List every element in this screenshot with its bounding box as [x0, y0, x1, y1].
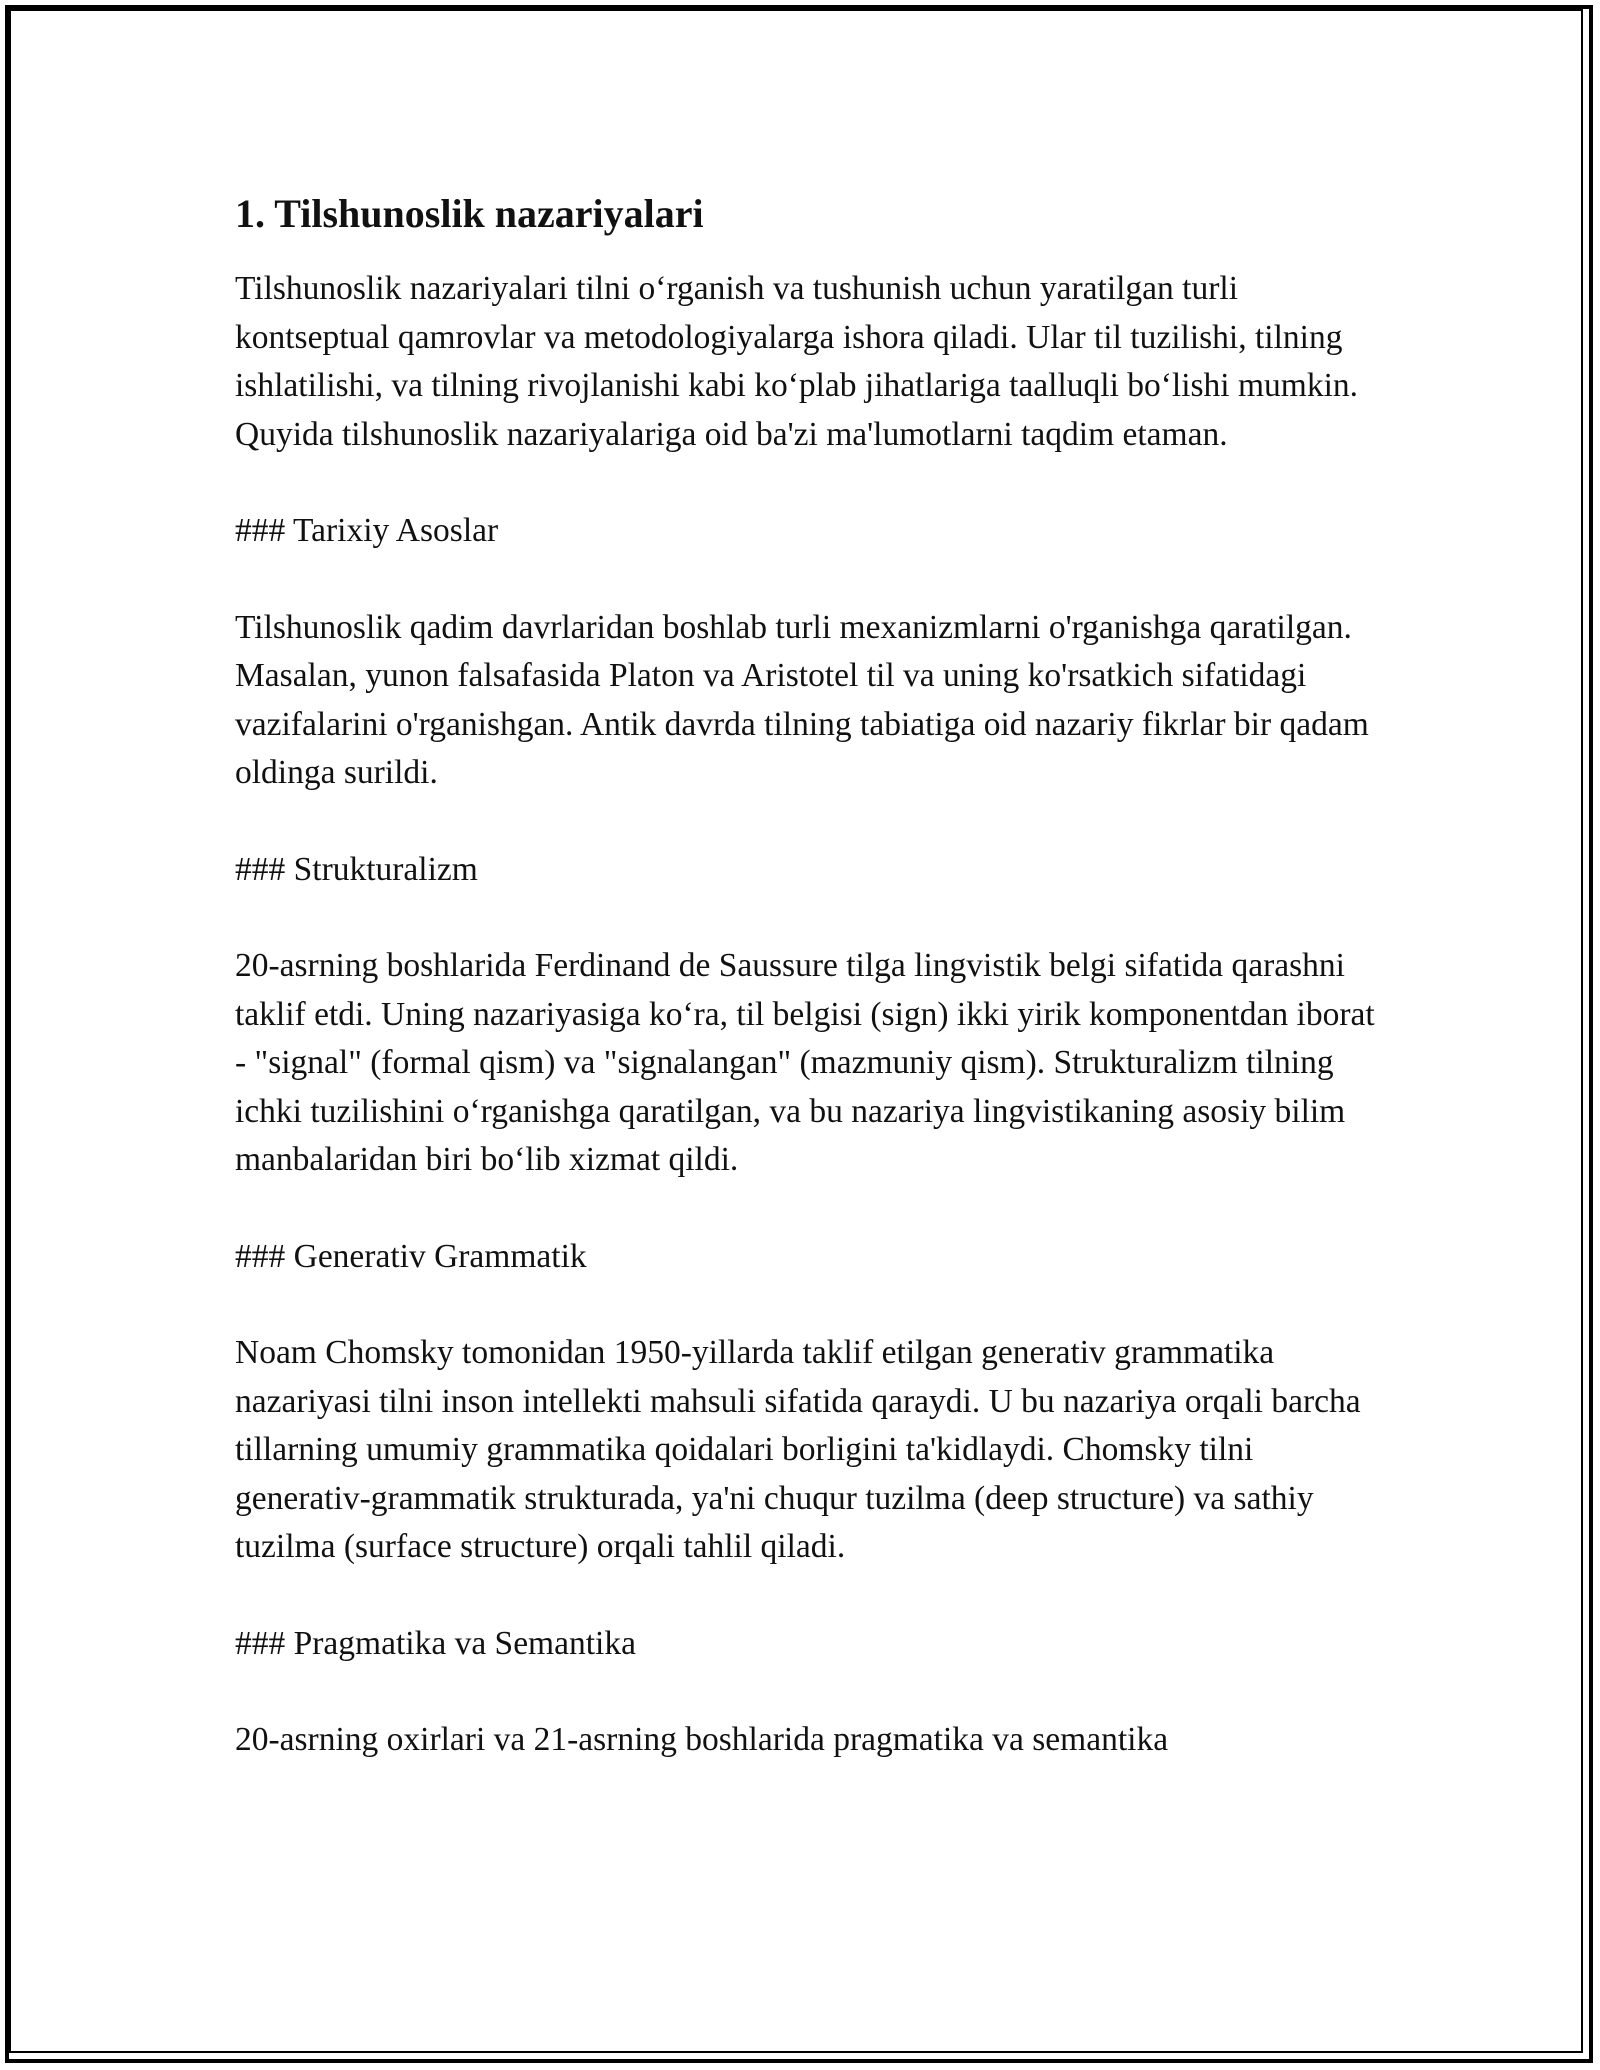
section-paragraph-strukturalizm: 20-asrning boshlarida Ferdinand de Saussure tilga lingvistik belgi sifatida qarashni taklif etdi. Uning nazariyasiga ko‘ra, til belgisi (sign) ikki yirik komponentdan iborat - "signal" (formal qism) va "signalangan" (mazmuniy qism). Strukturalizm tilning ichki tuzilishini o‘rganishga qaratilgan, va bu nazariya lingvistikaning asosiy bilim manbalaridan biri bo‘lib xizmat qildi.: [235, 947, 1375, 1178]
section-heading-pragmatika-va-semantika: ### Pragmatika va Semantika: [235, 1624, 636, 1662]
section-heading-strukturalizm: ### Strukturalizm: [235, 850, 478, 888]
section-paragraph-tarixiy-asoslar: Tilshunoslik qadim davrlaridan boshlab turli mexanizmlarni o'rganishga qaratilgan. Masalan, yunon falsafasida Platon va Aristotel til va uning ko'rsatkich sifatidagi vazifalarini o'rganishgan. Antik davrda tilning tabiatiga oid nazariy fikrlar bir qadam oldinga surildi.: [235, 608, 1369, 791]
section-paragraph-pragmatika-va-semantika: 20-asrning oxirlari va 21-asrning boshlarida pragmatika va semantika: [235, 1721, 1169, 1758]
document-body: [235, 183, 1385, 1765]
section-paragraph-generativ-grammatik: Noam Chomsky tomonidan 1950-yillarda taklif etilgan generativ grammatika nazariyasi tilni inson intellekti mahsuli sifatida qaraydi. U bu nazariya orqali barcha tillarning umumiy grammatika qoidalari borligini ta'kidlaydi. Chomsky tilni generativ-grammatik strukturada, ya'ni chuqur tuzilma (deep structure) va sathiy tuzilma (surface structure) orqali tahlil qiladi.: [235, 1334, 1361, 1565]
section-heading-tarixiy-asoslar: ### Tarixiy Asoslar: [235, 512, 499, 549]
intro-paragraph: Tilshunoslik nazariyalari tilni o‘rganish va tushunish uchun yaratilgan turli kontseptual qamrovlar va metodologiyalarga ishora qiladi. Ular til tuzilishi, tilning ishlatilishi, va tilning rivojlanishi kabi ko‘plab jihatlariga taalluqli bo‘lishi mumkin. Quyida tilshunoslik nazariyalariga oid ba'zi ma'lumotlarni taqdim etaman.: [235, 270, 1359, 453]
document-title: 1. Tilshunoslik nazariyalari: [235, 191, 704, 236]
section-heading-generativ-grammatik: ### Generativ Grammatik: [235, 1237, 587, 1275]
